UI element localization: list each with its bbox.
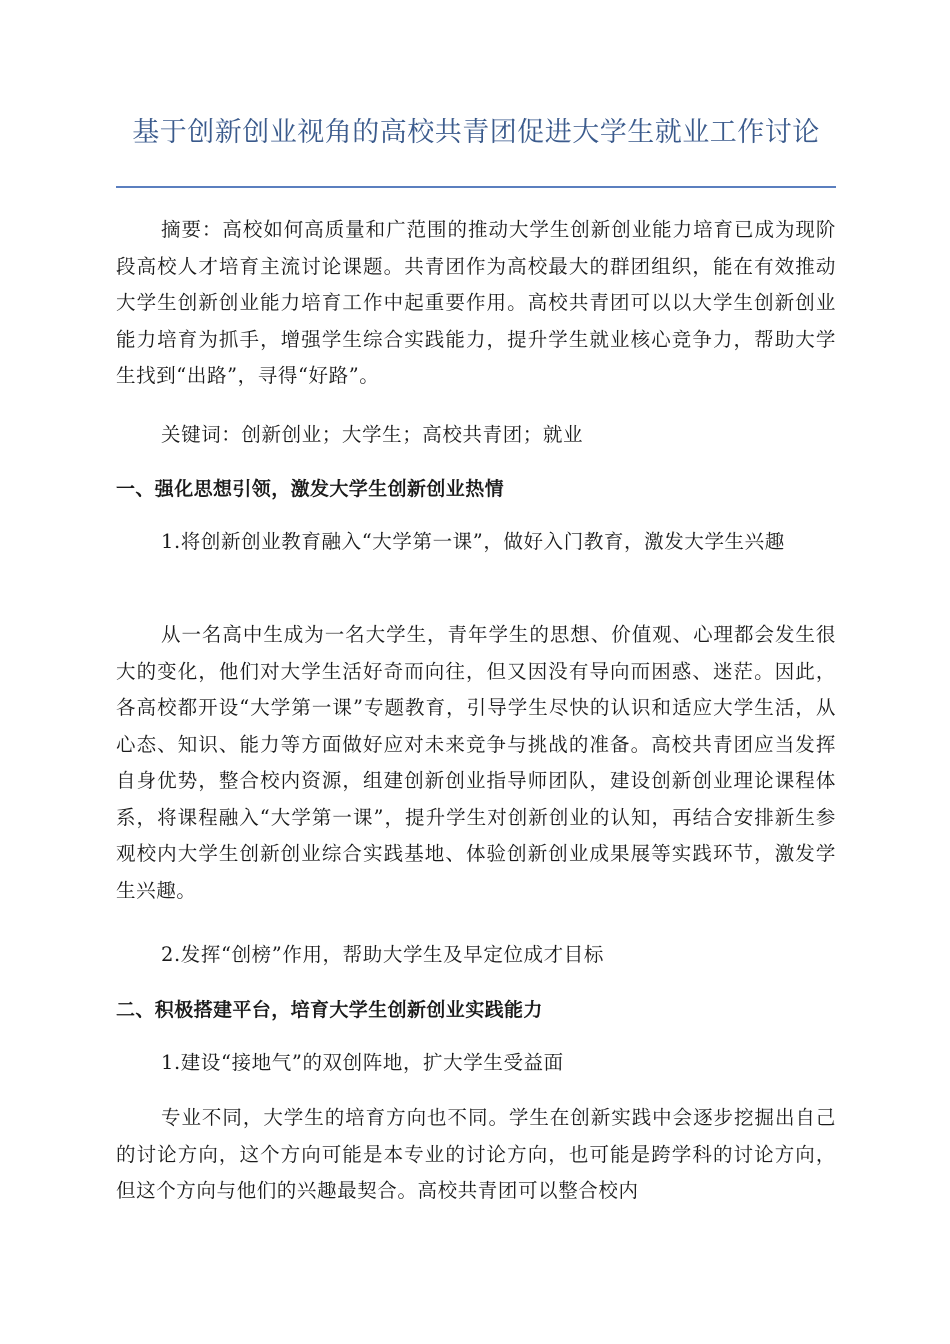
body-paragraph-1: 从一名高中生成为一名大学生，青年学生的思想、价值观、心理都会发生很大的变化，他们对大学生活好奇而向往，但又因没有导向而困惑、迷茫。因此，各高校都开设“大学第一课”专题教育，引导学生尽快的认识和适应大学生活，从心态、知识、能力等方面做好应对未来竞争与挑战的准备。高校共青团应当发挥自身优势，整合校内资源，组建创新创业指导师团队，建设创新创业理论课程体系，将课程融入“大学第一课”，提升学生对创新创业的认知，再结合安排新生参观校内大学生创新创业综合实践基地、体验创新创业成果展等实践环节，激发学生兴趣。 bbox=[116, 623, 836, 902]
subheading-1-2: 2.发挥“创榜”作用，帮助大学生及早定位成才目标 bbox=[161, 943, 604, 966]
body-paragraph-2: 专业不同，大学生的培育方向也不同。学生在创新实践中会逐步挖掘出自己的讨论方向，这个方向可能是本专业的讨论方向，也可能是跨学科的讨论方向，但这个方向与他们的兴趣最契合。高校共青团可以整合校内 bbox=[116, 1106, 836, 1202]
subheading-1-1: 1.将创新创业教育融入“大学第一课”，做好入门教育，激发大学生兴趣 bbox=[161, 530, 785, 553]
subheading-2-1: 1.建设“接地气”的双创阵地，扩大学生受益面 bbox=[161, 1051, 564, 1074]
document-title: 基于创新创业视角的高校共青团促进大学生就业工作讨论 bbox=[132, 117, 820, 148]
abstract-paragraph: 摘要：高校如何高质量和广范围的推动大学生创新创业能力培育已成为现阶段高校人才培育主流讨论课题。共青团作为高校最大的群团组织，能在有效推动大学生创新创业能力培育工作中起重要作用。高校共青团可以以大学生创新创业能力培育为抓手，增强学生综合实践能力，提升学生就业核心竞争力，帮助大学生找到“出路”，寻得“好路”。 bbox=[116, 218, 836, 387]
title-underline bbox=[116, 186, 836, 188]
section-heading-1: 一、强化思想引领，激发大学生创新创业热情 bbox=[116, 478, 505, 500]
keywords-line: 关键词：创新创业；大学生；高校共青团；就业 bbox=[161, 423, 584, 446]
section-heading-2: 二、积极搭建平台，培育大学生创新创业实践能力 bbox=[116, 999, 543, 1021]
